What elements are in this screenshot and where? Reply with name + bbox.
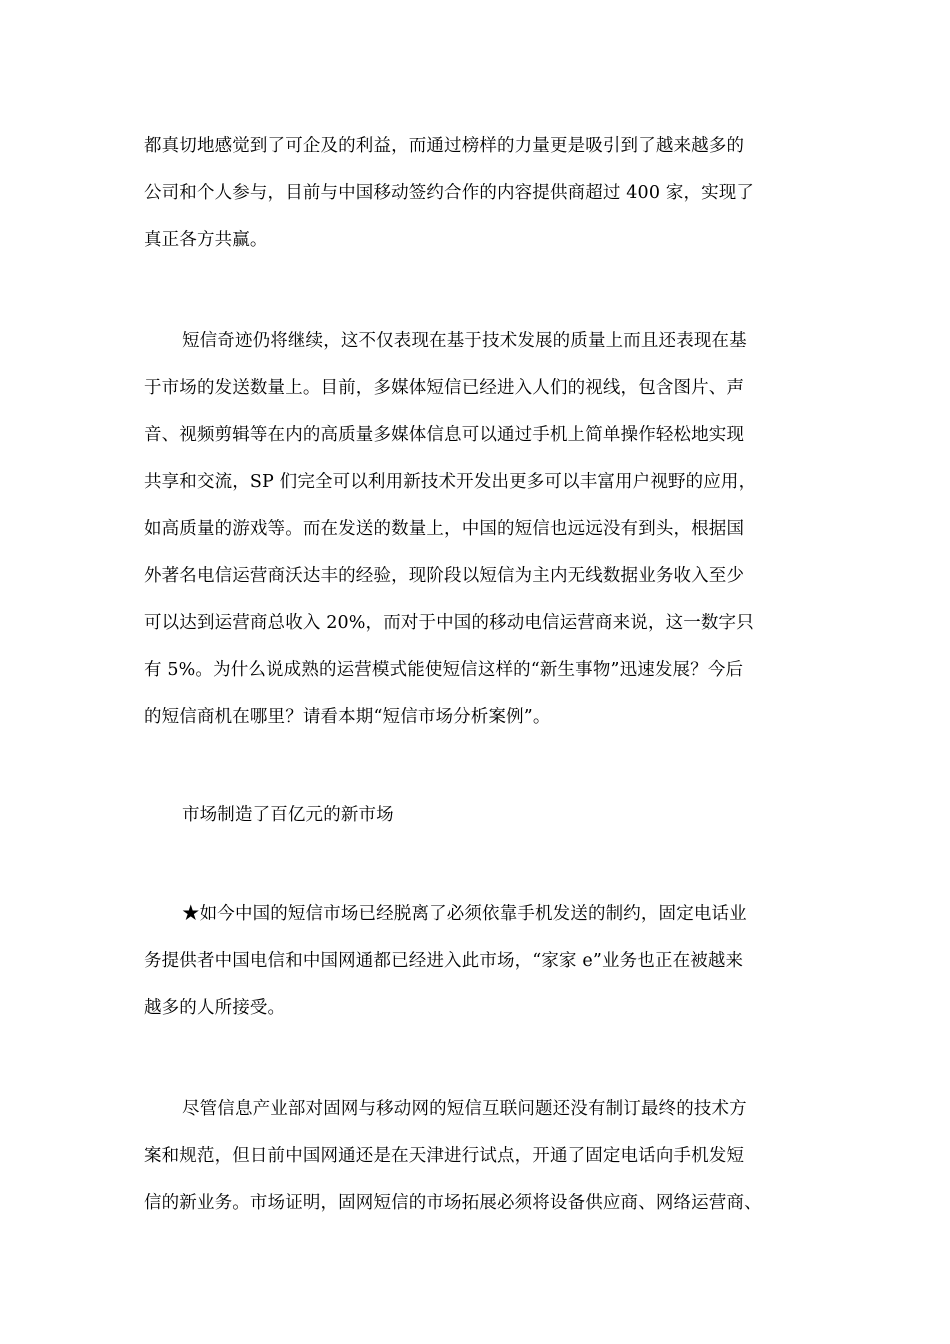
text-line: 都真切地感觉到了可企及的利益，而通过榜样的力量更是吸引到了越来越多的 xyxy=(144,136,745,156)
text-line: ★如今中国的短信市场已经脱离了必须依靠手机发送的制约，固定电话业 xyxy=(182,904,747,924)
text-line: 真正各方共赢。 xyxy=(144,230,268,250)
text-line: 公司和个人参与，目前与中国移动签约合作的内容提供商超过 400 家，实现了 xyxy=(144,183,755,203)
section-heading xyxy=(144,792,808,839)
paragraph-fixed-line-sms xyxy=(144,891,808,1032)
text-line: 越多的人所接受。 xyxy=(144,998,286,1018)
text-line: 共享和交流，SP 们完全可以利用新技术开发出更多可以丰富用户视野的应用， xyxy=(144,472,757,492)
paragraph-continuation xyxy=(144,123,808,264)
paragraph-interconnect xyxy=(144,1086,808,1227)
text-line: 信的新业务。市场证明，固网短信的市场拓展必须将设备供应商、网络运营商、 xyxy=(144,1193,762,1213)
text-line: 的短信商机在哪里？请看本期“短信市场分析案例”。 xyxy=(144,707,551,727)
heading-line: 市场制造了百亿元的新市场 xyxy=(182,805,394,825)
text-line: 有 5%。为什么说成熟的运营模式能使短信这样的“新生事物”迅速发展？今后 xyxy=(144,660,744,680)
paragraph-sms-miracle xyxy=(144,318,808,741)
text-line: 外著名电信运营商沃达丰的经验，现阶段以短信为主内无线数据业务收入至少 xyxy=(144,566,745,586)
text-line: 如高质量的游戏等。而在发送的数量上，中国的短信也远远没有到头，根据国 xyxy=(144,519,745,539)
text-line: 务提供者中国电信和中国网通都已经进入此市场，“家家 e”业务也正在被越来 xyxy=(144,951,744,971)
text-line: 可以达到运营商总收入 20%，而对于中国的移动电信运营商来说，这一数字只 xyxy=(144,613,754,633)
text-line: 于市场的发送数量上。目前，多媒体短信已经进入人们的视线，包含图片、声 xyxy=(144,378,745,398)
text-line: 尽管信息产业部对固网与移动网的短信互联问题还没有制订最终的技术方 xyxy=(182,1099,747,1119)
text-line: 案和规范，但日前中国网通还是在天津进行试点，开通了固定电话向手机发短 xyxy=(144,1146,745,1166)
text-line: 短信奇迹仍将继续，这不仅表现在基于技术发展的质量上而且还表现在基 xyxy=(182,331,747,351)
text-line: 音、视频剪辑等在内的高质量多媒体信息可以通过手机上简单操作轻松地实现 xyxy=(144,425,745,445)
